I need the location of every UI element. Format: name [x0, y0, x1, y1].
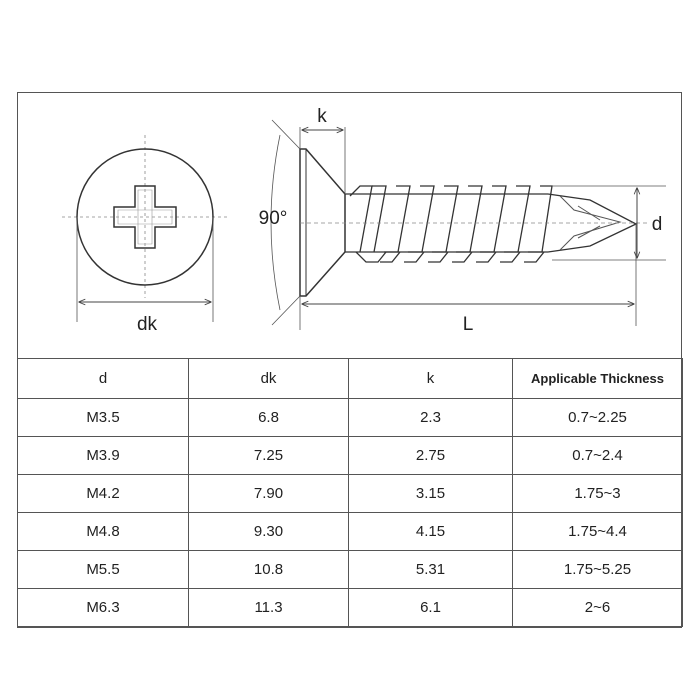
cell-thickness: 0.7~2.4: [513, 437, 683, 475]
cell-k: 5.31: [349, 551, 513, 589]
cell-dk: 6.8: [189, 399, 349, 437]
cell-d: M4.8: [18, 513, 189, 551]
cell-k: 2.3: [349, 399, 513, 437]
k-dimension-label: k: [317, 106, 327, 127]
table-row: [18, 589, 683, 627]
cell-d: M6.3: [18, 589, 189, 627]
cell-d: M5.5: [18, 551, 189, 589]
table-row: [18, 475, 683, 513]
cell-thickness: 1.75~5.25: [513, 551, 683, 589]
cell-d: M3.9: [18, 437, 189, 475]
cell-thickness: 2~6: [513, 589, 683, 627]
l-dimension-label: L: [462, 314, 474, 335]
screw-side-view: [259, 106, 666, 335]
angle-label: 90°: [258, 208, 288, 229]
cell-dk: 7.25: [189, 437, 349, 475]
cell-d: M3.5: [18, 399, 189, 437]
header-d: d: [18, 359, 189, 399]
header-dk: dk: [189, 359, 349, 399]
cell-k: 3.15: [349, 475, 513, 513]
cell-thickness: 0.7~2.25: [513, 399, 683, 437]
header-k: k: [349, 359, 513, 399]
table-row: [18, 551, 683, 589]
cell-dk: 10.8: [189, 551, 349, 589]
cell-dk: 11.3: [189, 589, 349, 627]
d-dimension-label: d: [651, 214, 663, 235]
table-row: [18, 513, 683, 551]
dk-dimension-label: dk: [136, 314, 158, 335]
screw-technical-drawing: [17, 92, 682, 358]
head-top-view: [62, 135, 228, 335]
table-header-row: [18, 359, 683, 399]
table-row: [18, 437, 683, 475]
cell-thickness: 1.75~4.4: [513, 513, 683, 551]
cell-thickness: 1.75~3: [513, 475, 683, 513]
cell-k: 6.1: [349, 589, 513, 627]
header-applicable-thickness: Applicable Thickness: [513, 359, 683, 399]
specification-table: [17, 358, 683, 627]
cell-k: 2.75: [349, 437, 513, 475]
table-row: [18, 399, 683, 437]
cell-dk: 9.30: [189, 513, 349, 551]
cell-dk: 7.90: [189, 475, 349, 513]
cell-d: M4.2: [18, 475, 189, 513]
cell-k: 4.15: [349, 513, 513, 551]
